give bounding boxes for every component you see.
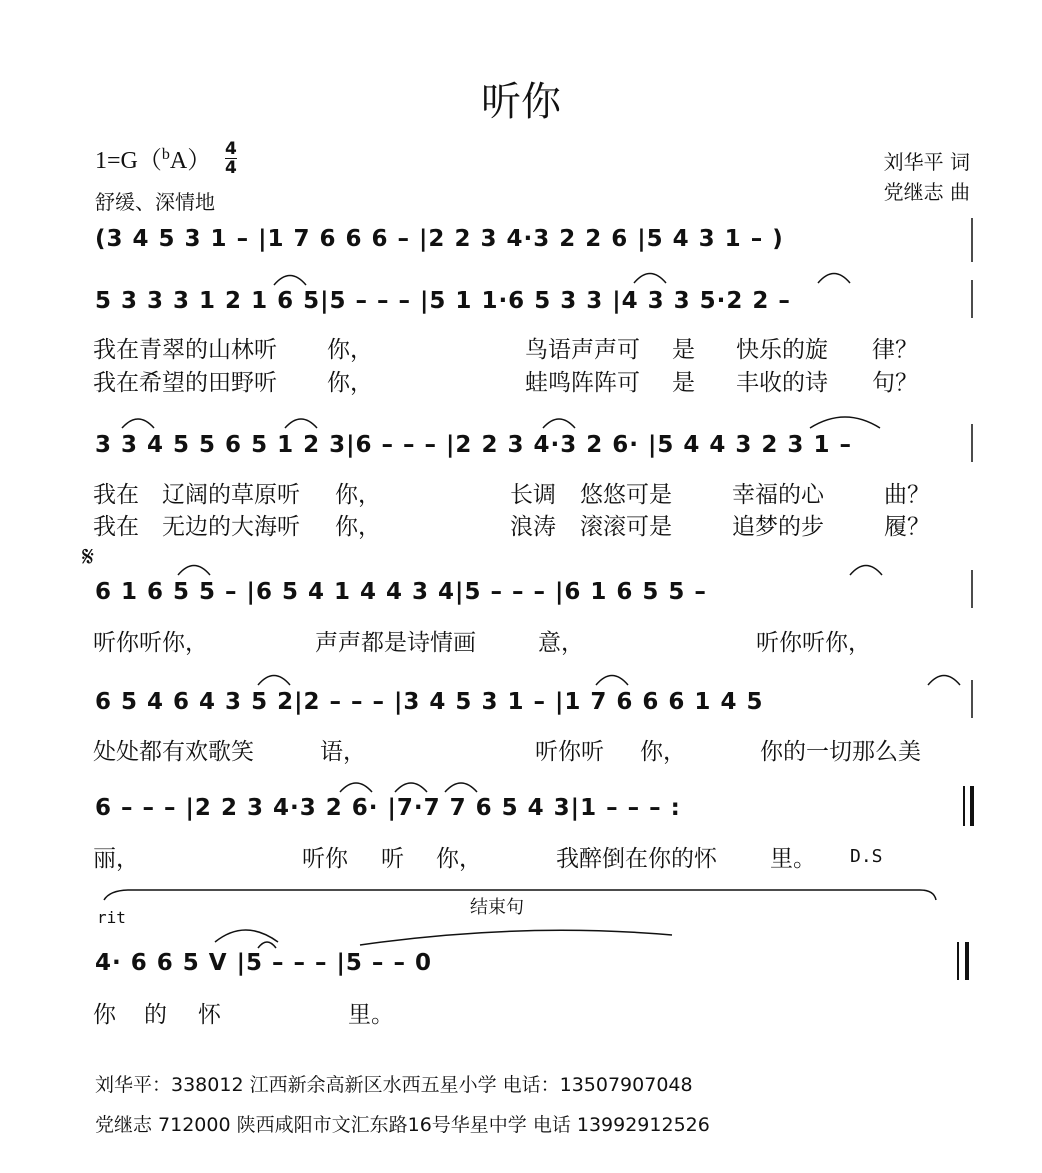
lyric: 语，: [320, 739, 366, 765]
lyric: 里。: [770, 846, 816, 872]
time-bottom: 4: [225, 158, 237, 178]
lyric: 浪涛: [510, 514, 556, 540]
lyric: 句？: [872, 370, 918, 396]
lyricist-credit: 刘华平 词: [883, 150, 970, 174]
lyric: 辽阔的草原听: [162, 482, 300, 508]
lyric: 我在: [93, 482, 139, 508]
lyric: 你的一切那么美: [760, 739, 921, 765]
lyric: 你，: [335, 482, 381, 508]
lyric: 追梦的步: [732, 514, 824, 540]
lyric: 你: [93, 1002, 116, 1028]
notes-line-7: 4· 6 6 5 V |5 – – – |5 – – 0: [95, 950, 432, 976]
lyric: 履？: [884, 514, 930, 540]
segno-icon: 𝄋: [82, 540, 95, 573]
notes-line-2: 5 3 3 3 1 2 1 6 5|5 – – – |5 1 1·6 5 3 3 |4 3 3 5·2 2 –: [95, 288, 791, 314]
contact-lyricist: 刘华平：338012 江西新余高新区水西五星小学 电话：13507907048: [95, 1074, 693, 1096]
lyric: 丰收的诗: [736, 370, 828, 396]
lyric: 你，: [335, 514, 381, 540]
lyric: 鸟语声声可: [525, 337, 640, 363]
lyric: 是: [672, 370, 695, 396]
lyric: 我在: [93, 514, 139, 540]
song-title: 听你: [481, 79, 561, 125]
lyric: 无边的大海听: [162, 514, 300, 540]
lyric: 我在青翠的山林听: [93, 337, 277, 363]
lyric: 曲？: [884, 482, 930, 508]
lyric: 律？: [872, 337, 918, 363]
lyric: 丽，: [93, 846, 139, 872]
notes-line-6: 6 – – – |2 2 3 4·3 2 6· |7·7 7 6 5 4 3|1 – – – :: [95, 795, 681, 821]
notes-line-3: 3 3 4 5 5 6 5 1 2 3|6 – – – |2 2 3 4·3 2 6· |5 4 4 3 2 3 1 –: [95, 432, 852, 458]
lyric: 听你听: [535, 739, 604, 765]
notes-line-1: (3 4 5 3 1 – |1 7 6 6 6 – |2 2 3 4·3 2 2 6 |5 4 3 1 – ): [95, 226, 784, 252]
lyric: 处处都有欢歌笑: [93, 739, 254, 765]
ds-mark: D.S: [850, 846, 883, 867]
notes-line-4: 6 1 6 5 5 – |6 5 4 1 4 4 3 4|5 – – – |6 1 6 5 5 –: [95, 579, 707, 605]
lyric: 长调: [510, 482, 556, 508]
lyric: 快乐的旋: [736, 337, 828, 363]
lyric: 是: [672, 337, 695, 363]
lyric: 里。: [348, 1002, 394, 1028]
lyric: 滚滚可是: [580, 514, 672, 540]
lyric: 我醉倒在你的怀: [556, 846, 717, 872]
lyric: 听你听你，: [93, 630, 208, 656]
lyric: 意，: [538, 630, 584, 656]
lyric: 你，: [436, 846, 482, 872]
lyric: 的: [144, 1002, 167, 1028]
lyric: 怀: [198, 1002, 221, 1028]
lyric: 听你听你，: [756, 630, 871, 656]
lyric: 悠悠可是: [580, 482, 672, 508]
lyric: 听: [381, 846, 404, 872]
lyric: 幸福的心: [732, 482, 824, 508]
lyric: 你，: [327, 337, 373, 363]
lyric: 蛙鸣阵阵可: [525, 370, 640, 396]
lyric: 你，: [640, 739, 686, 765]
lyric: 听你: [302, 846, 348, 872]
notes-line-5: 6 5 4 6 4 3 5 2|2 – – – |3 4 5 3 1 – |1 7 6 6 6 1 4 5: [95, 689, 764, 715]
key-signature: 1=G（$^b$A）: [95, 146, 212, 174]
rit-mark: rit: [97, 908, 126, 927]
lyric: 声声都是诗情画: [315, 630, 476, 656]
contact-composer: 党继志 712000 陕西咸阳市文汇东路16号华星中学 电话 13992912526: [95, 1114, 710, 1136]
flat-sign: b: [161, 146, 170, 163]
key-main: 1=G: [95, 148, 138, 174]
tempo-marking: 舒缓、深情地: [95, 190, 215, 214]
key-alt: A: [169, 148, 188, 174]
time-top: 4: [225, 139, 237, 159]
ending-label: 结束句: [470, 897, 524, 918]
composer-credit: 党继志 曲: [883, 180, 970, 204]
lyric: 你，: [327, 370, 373, 396]
lyric: 我在希望的田野听: [93, 370, 277, 396]
